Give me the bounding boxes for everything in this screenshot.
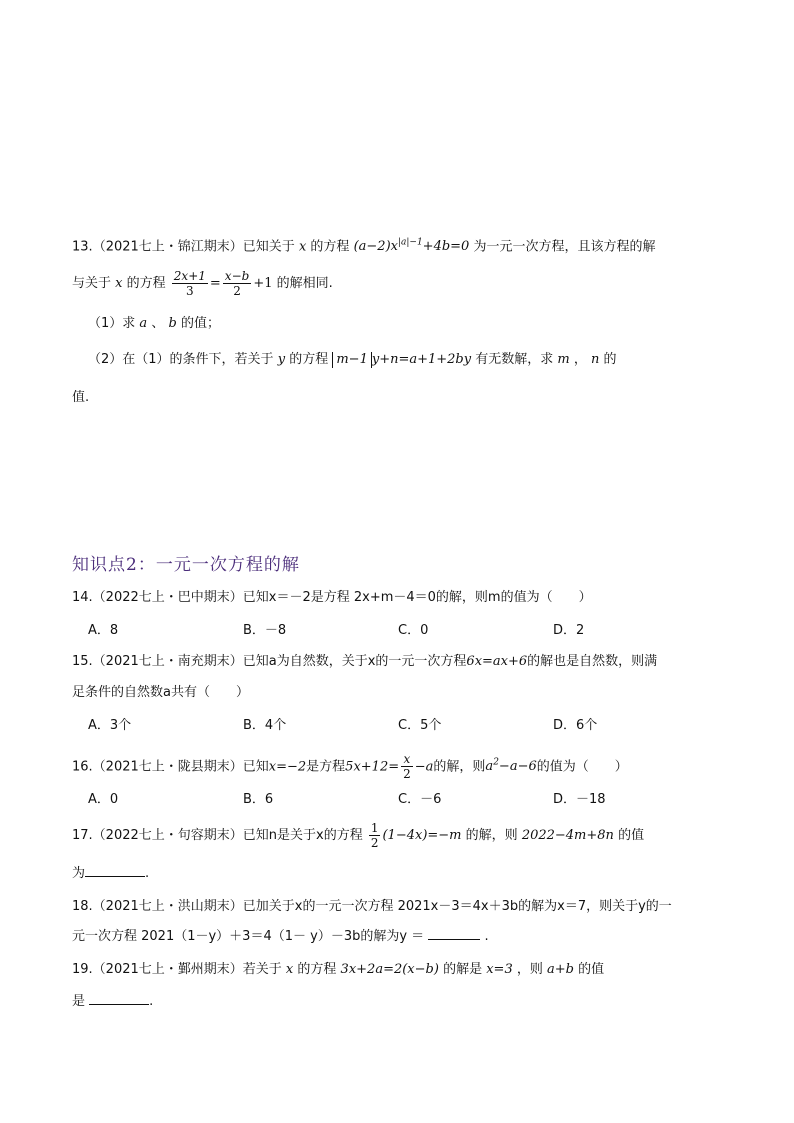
q15-option-a: A．3个 xyxy=(88,718,132,733)
q18-line2: 元一次方程 2021（1－y）＋3＝4（1－ y）－3b的解为y ＝ . xyxy=(72,929,489,944)
q13-part2-end: 值. xyxy=(72,390,90,405)
q14-option-a: A．8 xyxy=(88,623,119,638)
var-x: x xyxy=(115,276,123,291)
q13-part2: （2）在（1）的条件下，若关于 y 的方程 m−1 y+n=a+1+2by 有无数解，求 m ， n 的 xyxy=(88,352,617,367)
q16-option-c: C．－6 xyxy=(398,792,442,807)
equation-16: 5x+12= xyxy=(345,759,400,775)
equation-13a: $(a-2)x^{|a|-1}+4b=0$ xyxy=(353,238,470,255)
q18-line1: 18.（2021七上・洪山期末）已加关于x的一元一次方程 2021x－3＝4x＋3b的解为x＝7，则关于y的一 xyxy=(72,899,672,914)
equation-15: 6x=ax+6 xyxy=(466,654,528,669)
equation-19: 3x+2a=2(x−b) xyxy=(340,962,439,977)
fraction-x-over-2: $\frac{x}{2}$ xyxy=(403,752,411,782)
q13-line2: 与关于 x 的方程 $\frac{2x+1}{3}$ = $\frac{x-b}{2}$ +1 的解相同. xyxy=(72,269,333,298)
q16-option-a: A．0 xyxy=(88,792,119,807)
fraction-x-minus-b-over-2: $\frac{x-b}{2}$ xyxy=(224,269,250,298)
q16-stem: 16.（2021七上・陇县期末）已知x=−2是方程5x+12= $\frac{x}{2}$ −a的解，则$a^2-a-6$的值为（ ） xyxy=(72,752,628,782)
q14-option-d: D．2 xyxy=(553,623,585,638)
q15-option-c: C．5个 xyxy=(398,718,442,733)
q13-part1: （1）求 a 、 b 的值； xyxy=(88,316,220,331)
q19-line2: 是 . xyxy=(72,994,154,1009)
q16-option-d: D．－18 xyxy=(553,792,606,807)
q16-option-b: B．6 xyxy=(243,792,274,807)
answer-blank[interactable] xyxy=(85,864,145,877)
q13-line1: 13.（2021七上・锦江期末）已知关于 x 的方程 $(a-2)x^{|a|-1}+4b=0$ 为一元一次方程，且该方程的解 xyxy=(72,238,656,255)
expression-16: $a^2-a-6$ xyxy=(485,758,537,775)
q17-line1: 17.（2022七上・句容期末）已知n是关于x的方程 $\frac{1}{2}$ (1−4x)=−m 的解，则 2022−4m+8n 的值 xyxy=(72,821,645,850)
answer-blank[interactable] xyxy=(428,927,480,940)
section-title: 知识点2：一元一次方程的解 xyxy=(72,555,300,575)
q15-option-d: D．6个 xyxy=(553,718,598,733)
q14-option-b: B．－8 xyxy=(243,623,287,638)
fraction-1-over-2: $\frac{1}{2}$ xyxy=(370,821,379,850)
q15-line1: 15.（2021七上・南充期末）已知a为自然数，关于x的一元一次方程6x=ax+6的解也是自然数，则满 xyxy=(72,654,658,669)
equation-17: (1−4x)=−m xyxy=(382,828,462,843)
fraction-2x-plus-1-over-3: $\frac{2x+1}{3}$ xyxy=(173,269,206,298)
equation-13b: m−1 y+n=a+1+2by xyxy=(332,352,471,367)
q19-line1: 19.（2021七上・鄞州期末）若关于 x 的方程 3x+2a=2(x−b) 的解是 x=3 ，则 a+b 的值 xyxy=(72,962,605,977)
q15-option-b: B．4个 xyxy=(243,718,287,733)
q17-line2: 为 . xyxy=(72,866,150,881)
answer-blank[interactable] xyxy=(89,992,149,1005)
var-x: x xyxy=(298,239,307,255)
expression-19: a+b xyxy=(547,962,574,977)
q14-option-c: C．0 xyxy=(398,623,429,638)
q14-stem: 14.（2022七上・巴中期末）已知x＝－2是方程 2x+m－4＝0的解，则m的值为（ ） xyxy=(72,590,592,605)
q15-line2: 足条件的自然数a共有（ ） xyxy=(72,685,249,700)
expression-17: 2022−4m+8n xyxy=(521,828,614,843)
